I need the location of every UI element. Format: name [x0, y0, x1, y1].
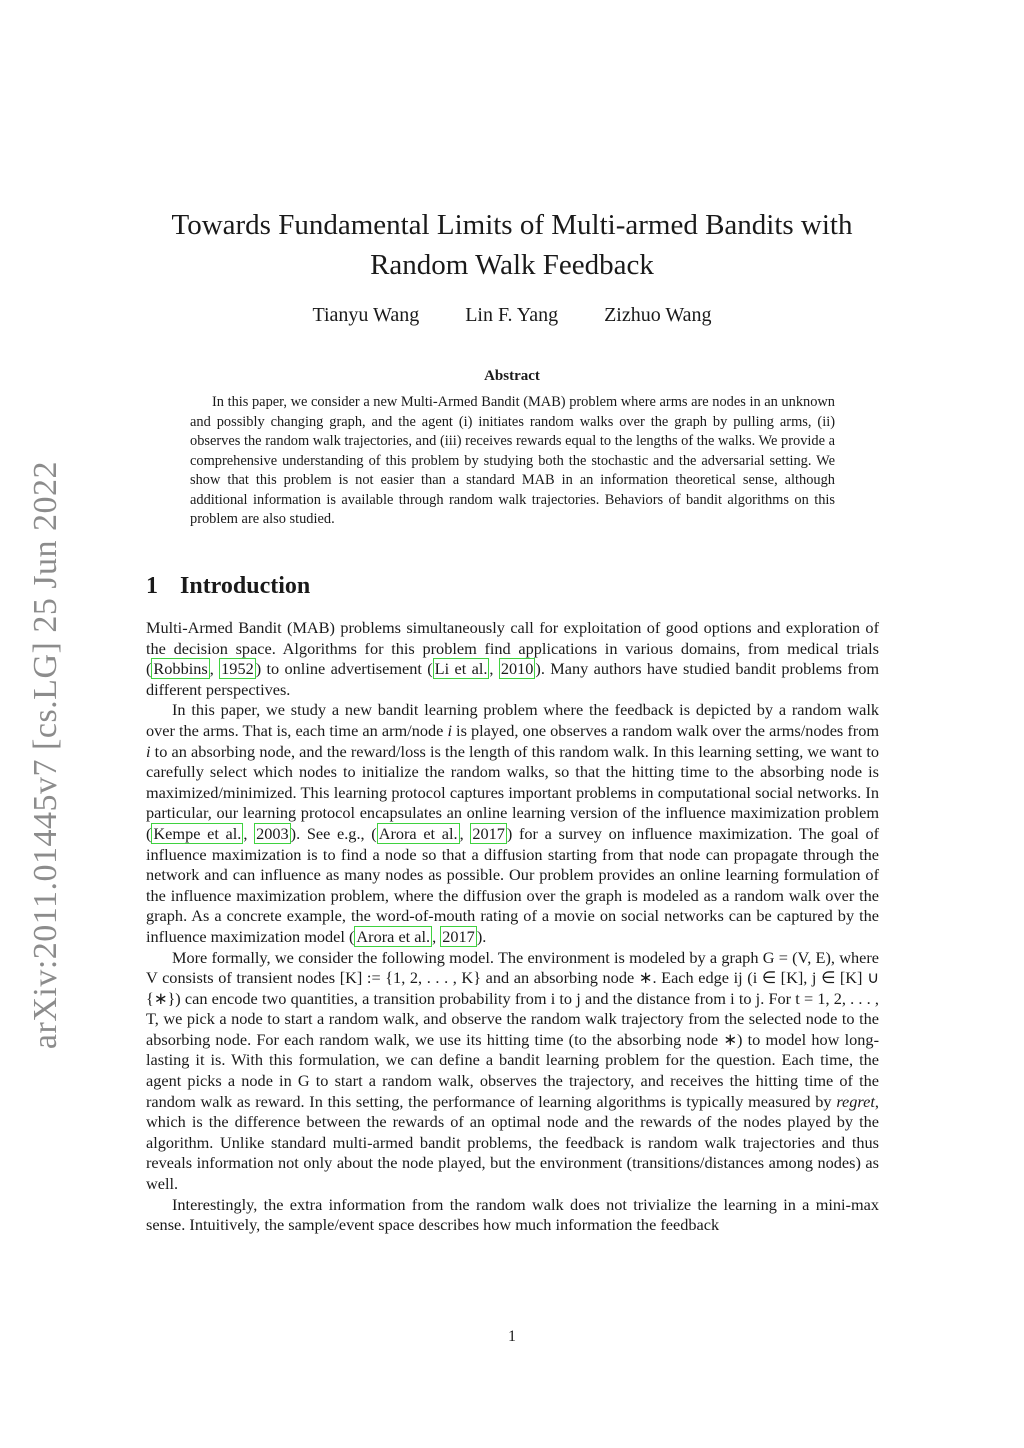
author-list — [0, 304, 1024, 327]
emphasis-term: regret — [836, 1091, 875, 1111]
abstract-heading: Abstract — [484, 368, 540, 384]
citation-link[interactable]: 2010 — [500, 659, 534, 679]
math-variable: i — [447, 720, 452, 740]
section-heading — [146, 573, 310, 600]
abstract-text: In this paper, we consider a new Multi-Armed Bandit (MAB) problem where arms are nodes in an unknown and possibly changing graph, and the agent (i) initiates random walks over the graph by pulling arms, (ii) observes the random walk trajectories, and (iii) receives rewards equal to the lengths of the walks. We provide a comprehensive understanding of this problem by studying both the stochastic and the adversarial setting. We show that this problem is not easier than a standard MAB in an information theoretical sense, although additional information is available through random walk trajectories. Behaviors of bandit algorithms on this problem are also studied. — [190, 394, 835, 527]
paragraph: Interestingly, the extra information from the random walk does not trivialize the learning in a mini-max sense. Intuitively, the sample/event space describes how much information the feedback — [146, 1194, 879, 1235]
section-number: 1 — [146, 573, 158, 599]
citation-link[interactable]: Li et al. — [434, 659, 488, 679]
page-number: 1 — [508, 1328, 516, 1345]
paragraph: Multi-Armed Bandit (MAB) problems simultaneously call for exploitation of good options and exploration of the decision space. Algorithms for this problem find applications in various domains, from medical trials ( Robbins , 1952 ) to online advertisement ( Li et al. , 2010 ). Many authors have studied bandit problems from different perspectives. — [146, 618, 880, 699]
math-variable: i — [146, 741, 151, 761]
body-text — [146, 618, 879, 1236]
citation-link[interactable]: Arora et al. — [356, 926, 431, 946]
citation-link[interactable]: 2017 — [442, 926, 475, 946]
paragraph: In this paper, we study a new bandit learning problem where the feedback is depicted by a random walk over the arms. That is, each time an arm/node i is played, one observes a random walk over the arms/nodes from i to an absorbing node, and the reward/loss is the length of this random walk. In this learning setting, we want to carefully select which nodes to initialize the random walks, so that the hitting time to the absorbing node is maximized/minimized. This learning protocol captures important problems in computational social networks. In particular, our learning protocol encapsulates an online learning version of the influence maximization problem ( Kempe et al. , 2003 ). See e.g., ( Arora et al. , 2017 ) for a survey on influence maximization. The goal of influence maximization is to find a node so that a diffusion starting from that node can propagate through the network and can influence as many nodes as possible. Our problem provides an online learning formulation of the influence maximization problem, where the diffusion over the graph is modeled as a random walk over the graph. As a concrete example, the word-of-mouth rating of a movie on social networks can be captured by the influence maximization model ( Arora et al. , 2017 ). — [146, 700, 880, 946]
citation-link[interactable]: Arora et al. — [378, 823, 458, 843]
citation-link[interactable]: 2017 — [472, 823, 505, 843]
citation-link[interactable]: 2003 — [256, 823, 289, 843]
author-name: Tianyu Wang — [312, 304, 420, 326]
title-line-1: Towards Fundamental Limits of Multi-armed Bandits with — [171, 209, 853, 241]
author-name: Lin F. Yang — [465, 304, 559, 326]
arxiv-identifier-text: arXiv:2011.01445v7 [cs.LG] 25 Jun 2022 — [27, 460, 64, 1050]
citation-link[interactable]: 1952 — [221, 659, 254, 679]
paper-title — [120, 205, 904, 285]
arxiv-identifier-stamp — [28, 455, 64, 1055]
paragraph: More formally, we consider the following model. The environment is modeled by a graph G = (V, E), where V consists of transient nodes [K] := {1, 2, . . . , K} and an absorbing node ∗. Each edge ij (i ∈ [K], j ∈ [K] ∪ {∗}) can encode two quantities, a transition probability from i to j and the distance from i to j. For t = 1, 2, . . . , T, we pick a node to start a random walk, and observe the random walk trajectory from the selected node to the absorbing node. For each random walk, we use its hitting time (to the absorbing node ∗) to model how long-lasting it is. With this formulation, we can define a bandit learning problem for the question. Each time, the agent picks a node in G to start a random walk, observes the trajectory, and receives the hitting time of the random walk as reward. In this setting, the performance of learning algorithms is typically measured by regret, which is the difference between the rewards of an optimal node and the rewards of the nodes played by the algorithm. Unlike standard multi-armed bandit problems, the feedback is random walk trajectories and thus reveals information not only about the node played, but the environment (transitions/distances among nodes) as well. — [146, 947, 879, 1194]
citation-link[interactable]: Robbins — [153, 659, 208, 679]
title-line-2: Random Walk Feedback — [370, 249, 654, 281]
author-name: Zizhuo Wang — [604, 304, 712, 326]
section-title: Introduction — [180, 573, 311, 599]
citation-link[interactable]: Kempe et al. — [153, 823, 242, 843]
